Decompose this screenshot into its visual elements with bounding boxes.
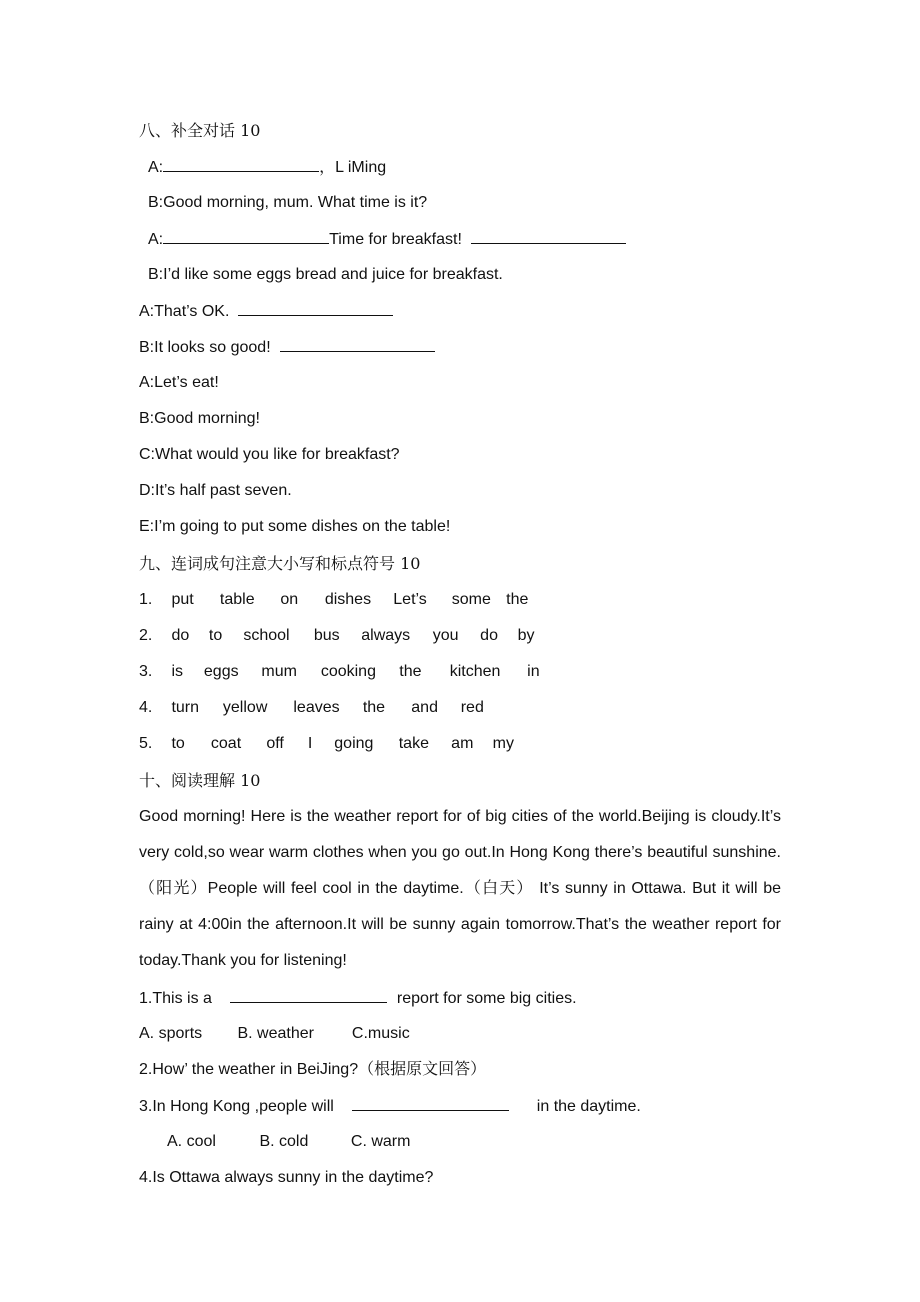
option-c: C.music <box>351 1025 410 1042</box>
word: to <box>171 735 185 752</box>
word: going <box>334 735 374 752</box>
word: on <box>280 591 299 608</box>
option-e: E:I’m going to put some dishes on the table! <box>139 518 451 535</box>
word: do <box>480 627 498 644</box>
question-3 <box>139 1096 641 1117</box>
word: is <box>171 663 184 680</box>
word: some <box>451 591 491 608</box>
dialog-line-1 <box>148 157 386 178</box>
word: you <box>432 627 459 644</box>
question-3-suffix: in the daytime. <box>536 1098 641 1115</box>
dialog-line-2: B:Good morning, mum. What time is it? <box>148 194 428 211</box>
word: school <box>243 627 290 644</box>
question-2: 2.How’ the weather in BeiJing?（根据原文回答） <box>139 1061 487 1078</box>
word: red <box>460 699 484 716</box>
word: cooking <box>320 663 376 680</box>
question-1 <box>139 988 577 1009</box>
option-c: C:What would you like for breakfast? <box>139 446 400 463</box>
question-1-text: 1.This is a <box>139 990 212 1007</box>
dialog-line-3 <box>148 229 626 250</box>
scramble-item-2 <box>139 626 535 646</box>
word: Let’s <box>393 591 427 608</box>
word: my <box>492 735 514 752</box>
word: the <box>362 699 386 716</box>
scramble-item-3 <box>139 662 540 682</box>
answer-blank-4[interactable] <box>238 301 393 316</box>
dialog-line-1-suffix: ，L iMing <box>319 159 387 176</box>
option-a: A. cool <box>167 1133 216 1150</box>
word: table <box>219 591 255 608</box>
option-d: D:It’s half past seven. <box>139 482 292 499</box>
answer-blank-q3[interactable] <box>352 1096 509 1111</box>
word: dishes <box>324 591 372 608</box>
word: turn <box>171 699 200 716</box>
word: and <box>411 699 438 716</box>
scramble-item-4 <box>139 698 484 718</box>
question-4: 4.Is Ottawa always sunny in the daytime? <box>139 1169 434 1186</box>
word: leaves <box>293 699 340 716</box>
word: by <box>517 627 535 644</box>
dialog-line-7: A:Let’s eat! <box>139 374 219 391</box>
dialog-line-6-text: B:It looks so good! <box>139 339 271 356</box>
option-b: B. weather <box>237 1025 314 1042</box>
dialog-line-6 <box>139 337 435 358</box>
question-3-text: 3.In Hong Kong ,people will <box>139 1098 334 1115</box>
item-number: 5. <box>139 735 153 752</box>
dialog-line-5 <box>139 301 393 322</box>
item-number: 1. <box>139 591 153 608</box>
word: off <box>266 735 284 752</box>
answer-blank-2[interactable] <box>163 229 329 244</box>
word: I <box>307 735 313 752</box>
word: put <box>171 591 194 608</box>
section8-heading: 八、补全对话 10 <box>139 121 261 140</box>
word: do <box>171 627 190 644</box>
word: always <box>361 627 411 644</box>
word: in <box>527 663 540 680</box>
answer-blank-5[interactable] <box>280 337 435 352</box>
word: the <box>506 591 529 608</box>
word: the <box>399 663 422 680</box>
word: kitchen <box>449 663 501 680</box>
item-number: 3. <box>139 663 153 680</box>
answer-blank-1[interactable] <box>163 157 319 172</box>
answer-blank-q1[interactable] <box>230 988 387 1003</box>
word: to <box>208 627 223 644</box>
scramble-item-5 <box>139 734 514 754</box>
word: bus <box>313 627 340 644</box>
question-1-options <box>139 1024 410 1044</box>
word: yellow <box>222 699 268 716</box>
section10-heading: 十、阅读理解 10 <box>139 771 261 790</box>
word: am <box>451 735 474 752</box>
dialog-line-5-text: A:That’s OK. <box>139 303 230 320</box>
speaker-a: A: <box>148 231 164 248</box>
section9-heading: 九、连词成句注意大小写和标点符号 10 <box>139 554 421 573</box>
dialog-line-3-mid: Time for breakfast! <box>329 231 462 248</box>
question-1-suffix: report for some big cities. <box>396 990 577 1007</box>
word: take <box>398 735 429 752</box>
scramble-item-1 <box>139 590 528 610</box>
item-number: 2. <box>139 627 153 644</box>
option-c: C. warm <box>350 1133 411 1150</box>
question-3-options <box>167 1132 410 1152</box>
dialog-line-4: B:I’d like some eggs bread and juice for breakfast. <box>148 266 503 283</box>
word: coat <box>210 735 242 752</box>
option-a: A. sports <box>139 1025 203 1042</box>
speaker-a: A: <box>148 159 164 176</box>
word: mum <box>261 663 297 680</box>
reading-passage: Good morning! Here is the weather report for of big cities of the world.Beijing is cloudy.It’s very cold,so wear warm clothes when you go out.In Hong Kong there’s beautiful sunshine.（阳光）People will feel cool in the daytime.（白天） It’s sunny in Ottawa. But it will be rainy at 4:00in the afternoon.It will be sunny again tomorrow.That’s the weather report for today.Thank you for listening! <box>139 808 781 969</box>
option-b: B:Good morning! <box>139 410 260 427</box>
answer-blank-3[interactable] <box>471 229 626 244</box>
word: eggs <box>203 663 239 680</box>
option-b: B. cold <box>259 1133 309 1150</box>
item-number: 4. <box>139 699 153 716</box>
